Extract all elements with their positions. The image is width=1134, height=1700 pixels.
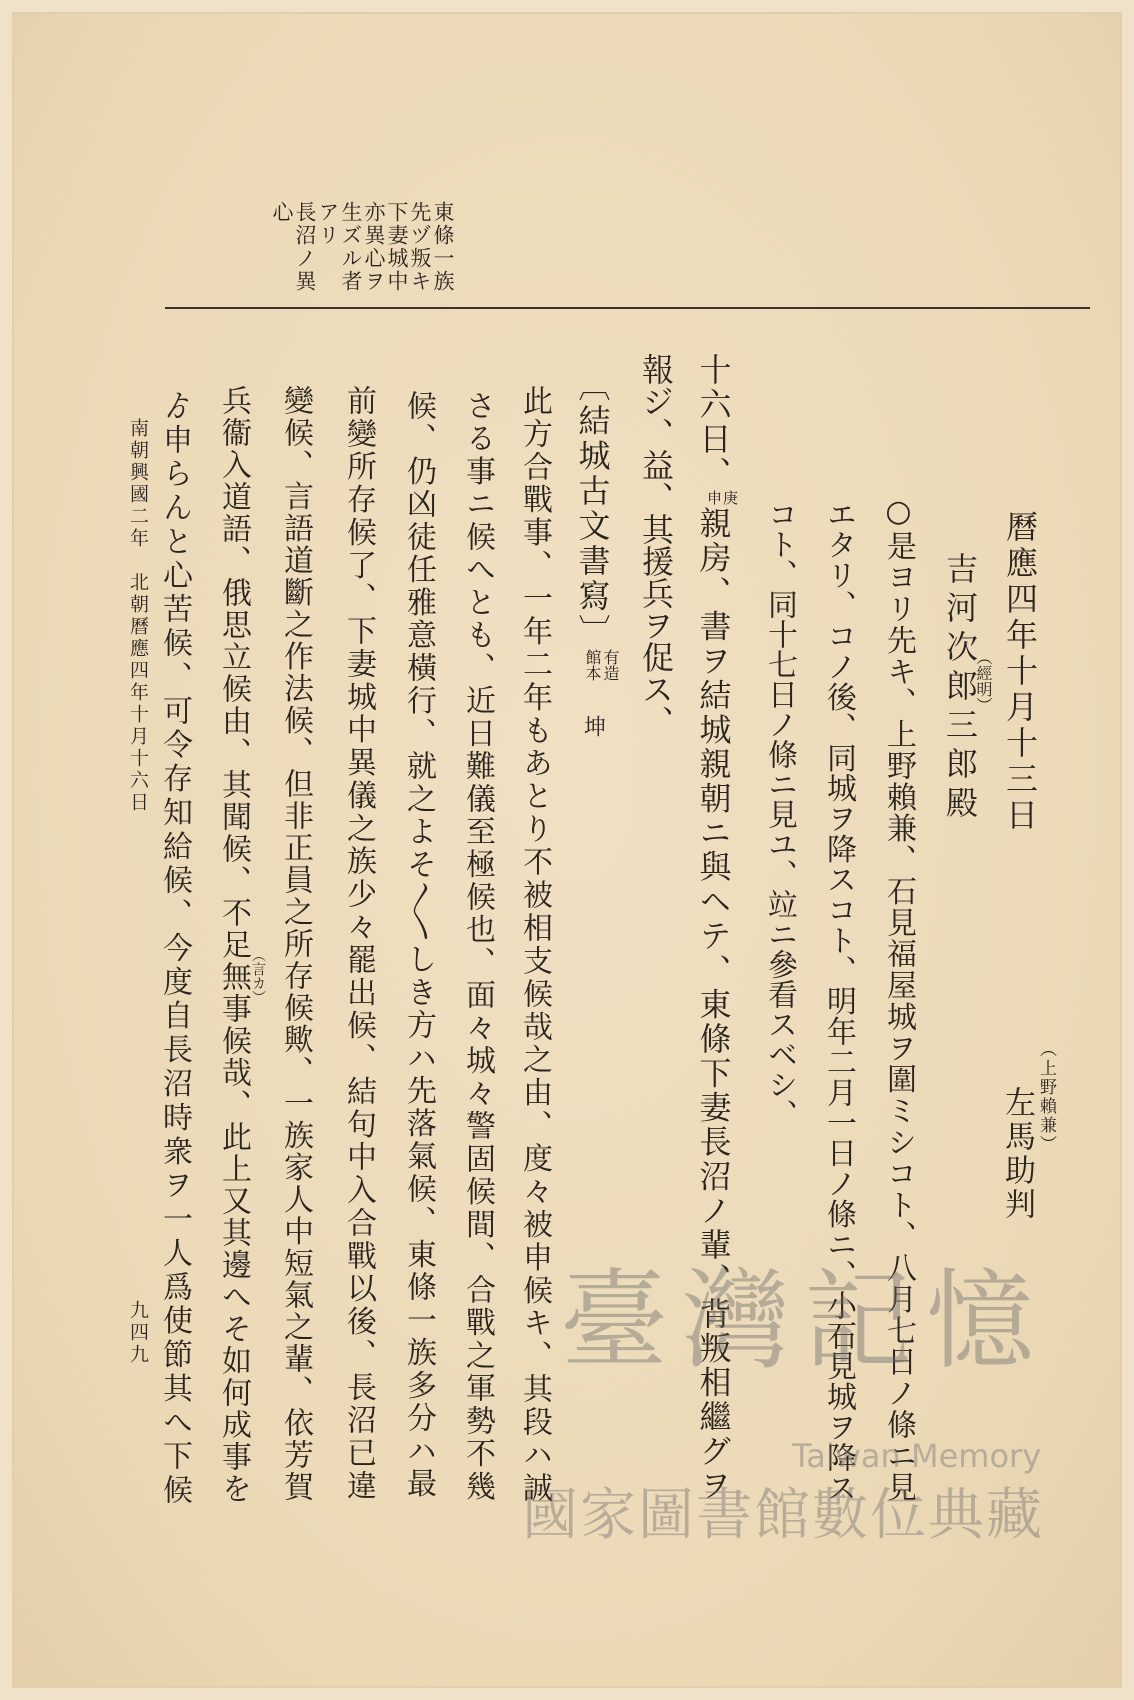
watermark-logo: 臺灣記憶: [560, 1259, 1049, 1384]
letter-addressee-note: （經明）: [974, 649, 993, 713]
source-title: 〔結城古文書寫〕: [573, 369, 612, 649]
editor-note-line-3: コト、同十七日ノ條ニ見ユ、竝ニ參看スベシ、: [762, 499, 797, 1129]
letter-date: 曆應四年十月十三日: [1001, 510, 1039, 834]
headnote: [262, 201, 454, 295]
source-citation: [575, 369, 619, 737]
letter-signer-note: （上野賴兼）: [1036, 1040, 1056, 1154]
running-date: 南朝興國二年 北朝曆應四年十月十六日: [127, 418, 149, 814]
header-rule: [165, 307, 1090, 309]
page-number: 九四九: [127, 1300, 149, 1366]
source-holder: 有造館本: [583, 649, 620, 681]
document-line-4: 前變所存候了、下妻城中異儀之族少々罷出候、結句中入合戰以後、長沼已違: [341, 385, 376, 1503]
headnote-line: 東條一族先ヅ叛キ: [408, 201, 455, 293]
source-volume: 坤: [580, 715, 606, 737]
letter-addressee: 吉河次郎三郎殿: [941, 552, 979, 825]
document-line-5: 變候、言語道斷之作法候、但非正員之所存候歟、一族家人中短氣之輩、依芳賀: [278, 385, 313, 1503]
document-line-3: 候、仍凶徒任雅意橫行、就之よそ〳〵しき方ハ先落氣候、東條一族多分ハ最: [401, 390, 436, 1501]
editor-note-line-2: エタリ、コノ後、同城ヲ降スコト、明年二月一日ノ條ニ、小石見城ヲ降ス: [821, 499, 856, 1503]
editor-note-line-1: ○是ヨリ先キ、上野賴兼、石見福屋城ヲ圍ミシコト、八月七日ノ條ニ見: [881, 494, 916, 1504]
document-line-1: 此方合戰事、一年二年もあとり不被相支候哉之由、度々被申候キ、其段ハ誠: [517, 385, 552, 1505]
watermark-institution: 國家圖書館數位典藏: [522, 1483, 1044, 1548]
document-line-6: 兵衞入道語、俄思立候由、其聞候、不足無事候哉、此上又其邊へそ如何成事を: [216, 385, 251, 1505]
document-line-2: さる事ニ候へとも、近日難儀至極候也、面々城々警固候間、合戰之軍勢不幾: [460, 390, 495, 1504]
watermark-english: Taiwan Memory: [792, 1437, 1042, 1475]
headnote-line: 下妻城中亦異心ヲ生ズル者アリ: [316, 201, 409, 293]
document-annotation: （言カ）: [250, 948, 266, 1004]
entry-line-2: 報ジ、益、其援兵ヲ促ス、: [637, 353, 675, 737]
letter-signer: 左馬助判: [999, 1086, 1035, 1222]
document-line-7: ゟ申らんと心苦候、可令存知給候、今度自長沼時衆ヲ一人爲使節其へ下候: [157, 390, 192, 1509]
headnote-line: 長沼ノ異心: [270, 201, 317, 293]
entry-day-note: 庚申: [705, 490, 739, 506]
entry-text: 親房、書ヲ結城親朝ニ與ヘテ、東條下妻長沼ノ輩、背叛相繼グヲ: [694, 506, 733, 1503]
entry-day: 十六日、: [694, 353, 733, 491]
